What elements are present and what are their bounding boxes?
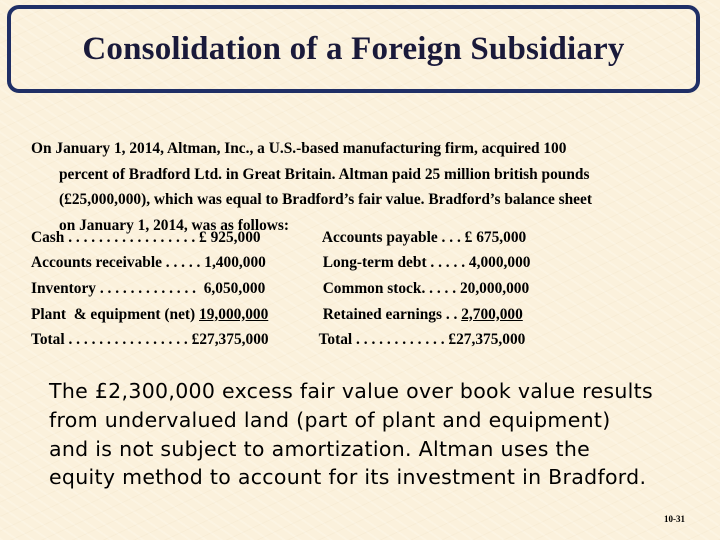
- right-cell: [315, 225, 530, 251]
- right-cell: [315, 302, 530, 328]
- left-label: Cash . . . . . . . . . . . . . . . . .: [31, 228, 200, 246]
- right-value: £27,375,000: [448, 331, 526, 349]
- table-row: [31, 251, 530, 277]
- right-label: Common stock. . . . .: [315, 279, 460, 297]
- left-value: 1,400,000: [204, 254, 266, 272]
- right-label: Accounts payable . . .: [315, 228, 465, 246]
- right-value: 2,700,000: [461, 305, 523, 323]
- right-value: 4,000,000: [468, 254, 531, 272]
- left-label: Inventory . . . . . . . . . . . . .: [31, 279, 204, 297]
- left-cell: [31, 302, 315, 328]
- left-label: Plant & equipment (net): [31, 305, 200, 323]
- right-cell: [315, 276, 530, 302]
- right-label: Total . . . . . . . . . . . .: [315, 331, 449, 349]
- intro-line: On January 1, 2014, Altman, Inc., a U.S.-based manufacturing firm, acquired 100: [31, 140, 567, 157]
- intro-line: (£25,000,000), which was equal to Bradford’s fair value. Bradford’s balance sheet: [59, 191, 592, 209]
- left-cell: [31, 276, 315, 302]
- note-line: and is not subject to amortization. Altman uses the: [49, 436, 591, 461]
- right-cell: [315, 327, 530, 353]
- title-box: [7, 5, 700, 93]
- balance-sheet-table: [31, 225, 530, 353]
- left-label: Accounts receivable . . . . .: [31, 254, 205, 272]
- intro-paragraph: [31, 136, 691, 238]
- left-value: 19,000,000: [199, 305, 269, 323]
- intro-line: on January 1, 2014, was as follows:: [59, 216, 290, 234]
- note-paragraph: [49, 377, 689, 492]
- left-value: £27,375,000: [191, 331, 269, 349]
- left-cell: [31, 251, 315, 277]
- note-line: from undervalued land (part of plant and equipment): [49, 407, 611, 432]
- table-row: [31, 225, 530, 251]
- slide-title: Consolidation of a Foreign Subsidiary: [82, 30, 625, 67]
- left-value: £ 925,000: [199, 228, 261, 246]
- right-label: Long-term debt . . . . .: [315, 254, 469, 272]
- right-value: 20,000,000: [459, 279, 530, 297]
- left-cell: [31, 225, 315, 251]
- table-row: [31, 327, 530, 353]
- left-label: Total . . . . . . . . . . . . . . . .: [31, 331, 192, 349]
- right-cell: [315, 251, 530, 277]
- left-cell: [31, 327, 315, 353]
- note-line: equity method to account for its investment in Bradford.: [49, 465, 647, 490]
- left-value: 6,050,000: [203, 279, 266, 297]
- right-value: £ 675,000: [464, 228, 527, 246]
- table-row: [31, 302, 530, 328]
- note-line: The £2,300,000 excess fair value over book value results: [49, 379, 653, 403]
- right-label: Retained earnings . .: [315, 305, 462, 323]
- page-number: 10-31: [664, 514, 685, 524]
- intro-line: percent of Bradford Ltd. in Great Britain. Altman paid 25 million british pounds: [59, 165, 590, 183]
- table-row: [31, 276, 530, 302]
